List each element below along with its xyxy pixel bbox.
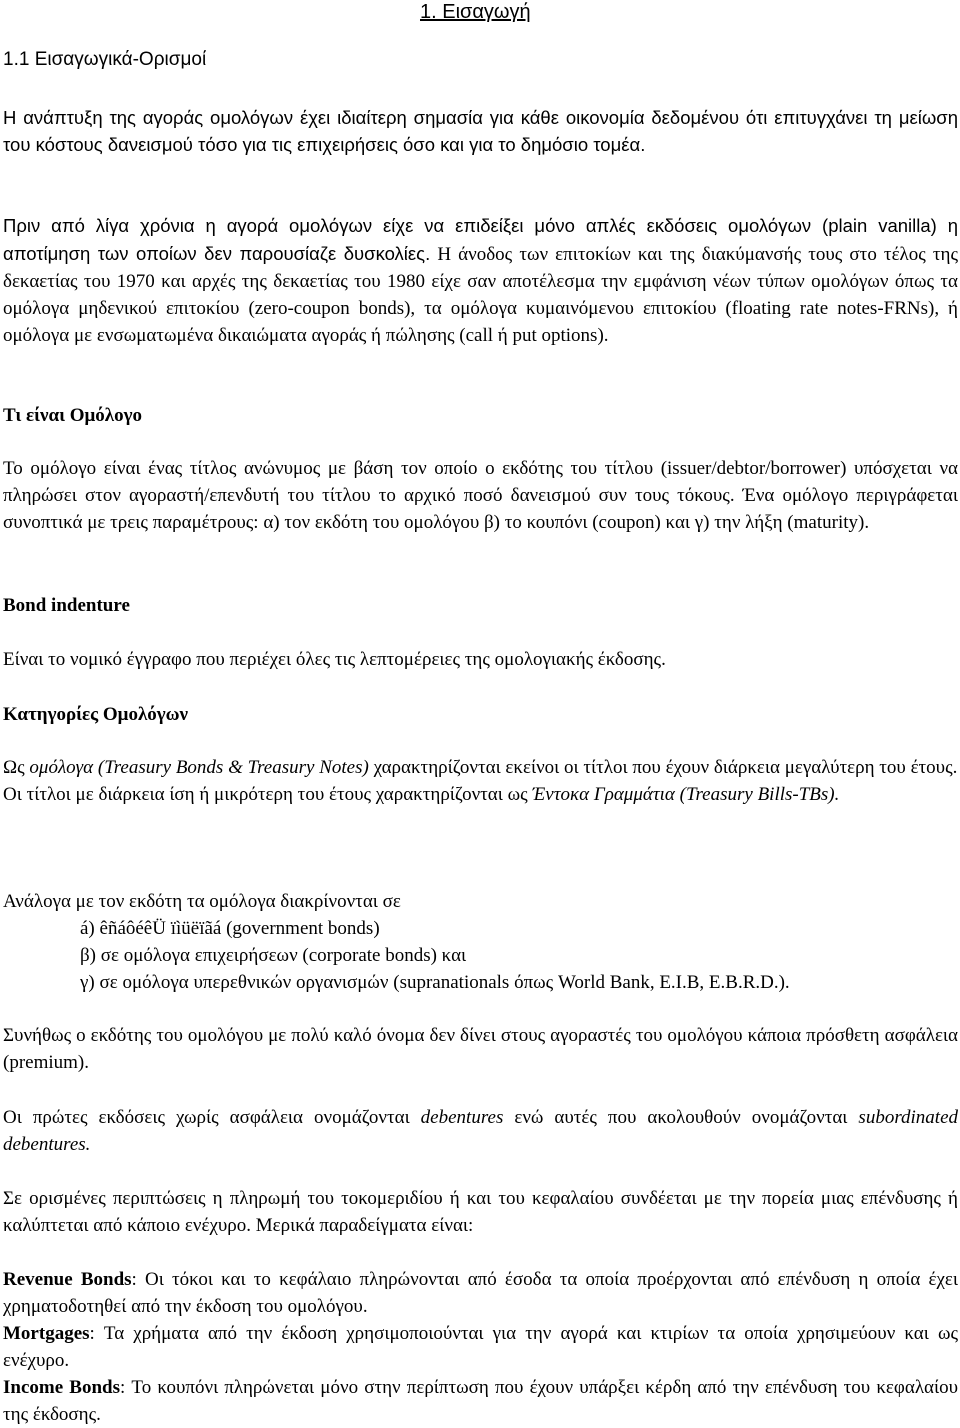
example-term: Revenue Bonds bbox=[3, 1269, 132, 1290]
indenture-section bbox=[3, 592, 958, 619]
example-item bbox=[3, 1374, 958, 1428]
examples-list bbox=[3, 1266, 958, 1428]
issuer-list-item: β) σε ομόλογα επιχειρήσεων (corporate bonds) και bbox=[80, 945, 467, 966]
cat-text-1c: χαρακτηρίζονται εκείνοι οι τίτλοι που έχουν διάρκεια μεγαλύτερη του έτους. bbox=[368, 757, 958, 778]
debentures-paragraph bbox=[3, 1104, 958, 1158]
cat-text-1a: Ως bbox=[3, 757, 30, 778]
indenture-paragraph bbox=[3, 646, 958, 673]
issuer-list-item: γ) σε ομόλογα υπερεθνικών οργανισμών (supranationals όπως World Bank, E.I.B, E.B.R.D.). bbox=[80, 972, 790, 993]
chapter-title: 1. Εισαγωγή bbox=[420, 1, 531, 23]
cat-text-2a: Οι τίτλοι με διάρκεια ίση ή μικρότερη του έτους χαρακτηρίζονται ως bbox=[3, 784, 533, 805]
deb-text-b: debentures bbox=[420, 1107, 504, 1128]
categories-paragraph-1 bbox=[3, 754, 958, 808]
issuer-list-item: á) êñáôéêÜ ïìüëïãá (government bonds) bbox=[80, 918, 380, 939]
bond-definition-paragraph bbox=[3, 455, 958, 536]
categories-heading: Κατηγορίες Ομολόγων bbox=[3, 704, 189, 725]
example-item bbox=[3, 1320, 958, 1374]
premium-text: Συνήθως ο εκδότης του ομολόγου με πολύ καλό όνομα δεν δίνει στους αγοραστές του ομολόγου κάποια πρόσθετη ασφάλεια (premium). bbox=[3, 1025, 958, 1073]
bond-definition-section bbox=[3, 402, 958, 429]
deb-text-a: Οι πρώτες εκδόσεις χωρίς ασφάλεια ονομάζονται bbox=[3, 1107, 421, 1128]
secured-text: Σε ορισμένες περιπτώσεις η πληρωμή του τοκομεριδίου ή και του κεφαλαίου συνδέεται με την πορεία μιας επένδυσης ή καλύπτεται από κάποιο ενέχυρο. Μερικά παραδείγματα είναι: bbox=[3, 1188, 958, 1236]
example-desc: : Οι τόκοι και το κεφάλαιο πληρώνονται από έσοδα τα οποία προέρχονται από επένδυση η οποία έχει χρηματοδοτηθεί από την έκδοση του ομολόγου. bbox=[3, 1269, 958, 1317]
intro-text-2-serif: Η άνοδος των επιτοκίων και της διακύμανσής τους στο τέλος της δεκαετίας του 1970 και αρχές της δεκαετίας του 1980 είχε σαν αποτέλεσμα την εμφάνιση νέων τύπων ομολόγων όπως τα ομόλογα μηδενικού επιτοκίου (zero-coupon bonds), τα ομόλογα κυμαινόμενου επιτοκίου (floating rate notes-FRNs), ή ομόλογα με ενσωματωμένα δικαιώματα αγοράς ή πώλησης (call ή put options). bbox=[3, 244, 958, 346]
deb-text-c: ενώ αυτές που ακολουθούν ονομάζονται bbox=[503, 1107, 859, 1128]
indenture-heading: Bond indenture bbox=[3, 595, 130, 616]
issuer-list-section bbox=[3, 888, 958, 996]
intro-paragraph-2 bbox=[3, 212, 958, 349]
secured-paragraph bbox=[3, 1185, 958, 1239]
example-item bbox=[3, 1266, 958, 1320]
cat-text-2b: Έντοκα Γραμμάτια (Treasury Bills-TBs). bbox=[532, 784, 840, 805]
example-term: Income Bonds bbox=[3, 1377, 120, 1398]
deb-text-d: subordinated debentures. bbox=[3, 1107, 958, 1155]
premium-paragraph bbox=[3, 1022, 958, 1076]
indenture-text: Είναι το νομικό έγγραφο που περιέχει όλες τις λεπτομέρειες της ομολογιακής έκδοσης. bbox=[3, 649, 666, 670]
categories-section bbox=[3, 701, 958, 728]
cat-text-1b: ομόλογα (Treasury Bonds & Treasury Notes) bbox=[29, 757, 369, 778]
bond-definition-heading: Τι είναι Ομόλογο bbox=[3, 405, 142, 426]
example-desc: : Το κουπόνι πληρώνεται μόνο στην περίπτωση που έχουν υπάρξει κέρδη από την επένδυση του κεφαλαίου της έκδοσης. bbox=[3, 1377, 959, 1425]
bond-definition-text: Το ομόλογο είναι ένας τίτλος ανώνυμος με βάση τον οποίο ο εκδότης του τίτλου (issuer/debtor/borrower) υπόσχεται να πληρώσει στον αγοραστή/επενδυτή του τίτλου το αρχικό ποσό δανεισμού συν τους τόκους. Ένα ομόλογο περιγράφεται συνοπτικά με τρεις παραμέτρους: α) τον εκδότη του ομολόγου β) το κουπόνι (coupon) και γ) την λήξη (maturity). bbox=[3, 458, 958, 533]
intro-paragraph-1 bbox=[3, 104, 958, 158]
example-desc: : Τα χρήματα από την έκδοση χρησιμοποιούνται για την αγορά και κτιρίων τα οποία χρησιμεύουν και ως ενέχυρο. bbox=[3, 1323, 958, 1371]
issuer-intro: Ανάλογα με τον εκδότη τα ομόλογα διακρίνονται σε bbox=[3, 891, 401, 912]
intro-text-2-sans: Πριν από λίγα χρόνια η αγορά ομολόγων είχε να επιδείξει μόνο απλές εκδόσεις ομολόγων (plain vanilla) η αποτίμηση των οποίων δεν παρουσίαζε δυσκολίες. bbox=[3, 215, 958, 264]
intro-text-1: Η ανάπτυξη της αγοράς ομολόγων έχει ιδιαίτερη σημασία για κάθε οικονομία δεδομένου ότι επιτυγχάνει τη μείωση του κόστους δανεισμού τόσο για τις επιχειρήσεις όσο και για το δημόσιο τομέα. bbox=[3, 107, 958, 155]
section-title: 1.1 Εισαγωγικά-Ορισμοί bbox=[3, 49, 207, 70]
example-term: Mortgages bbox=[3, 1323, 90, 1344]
